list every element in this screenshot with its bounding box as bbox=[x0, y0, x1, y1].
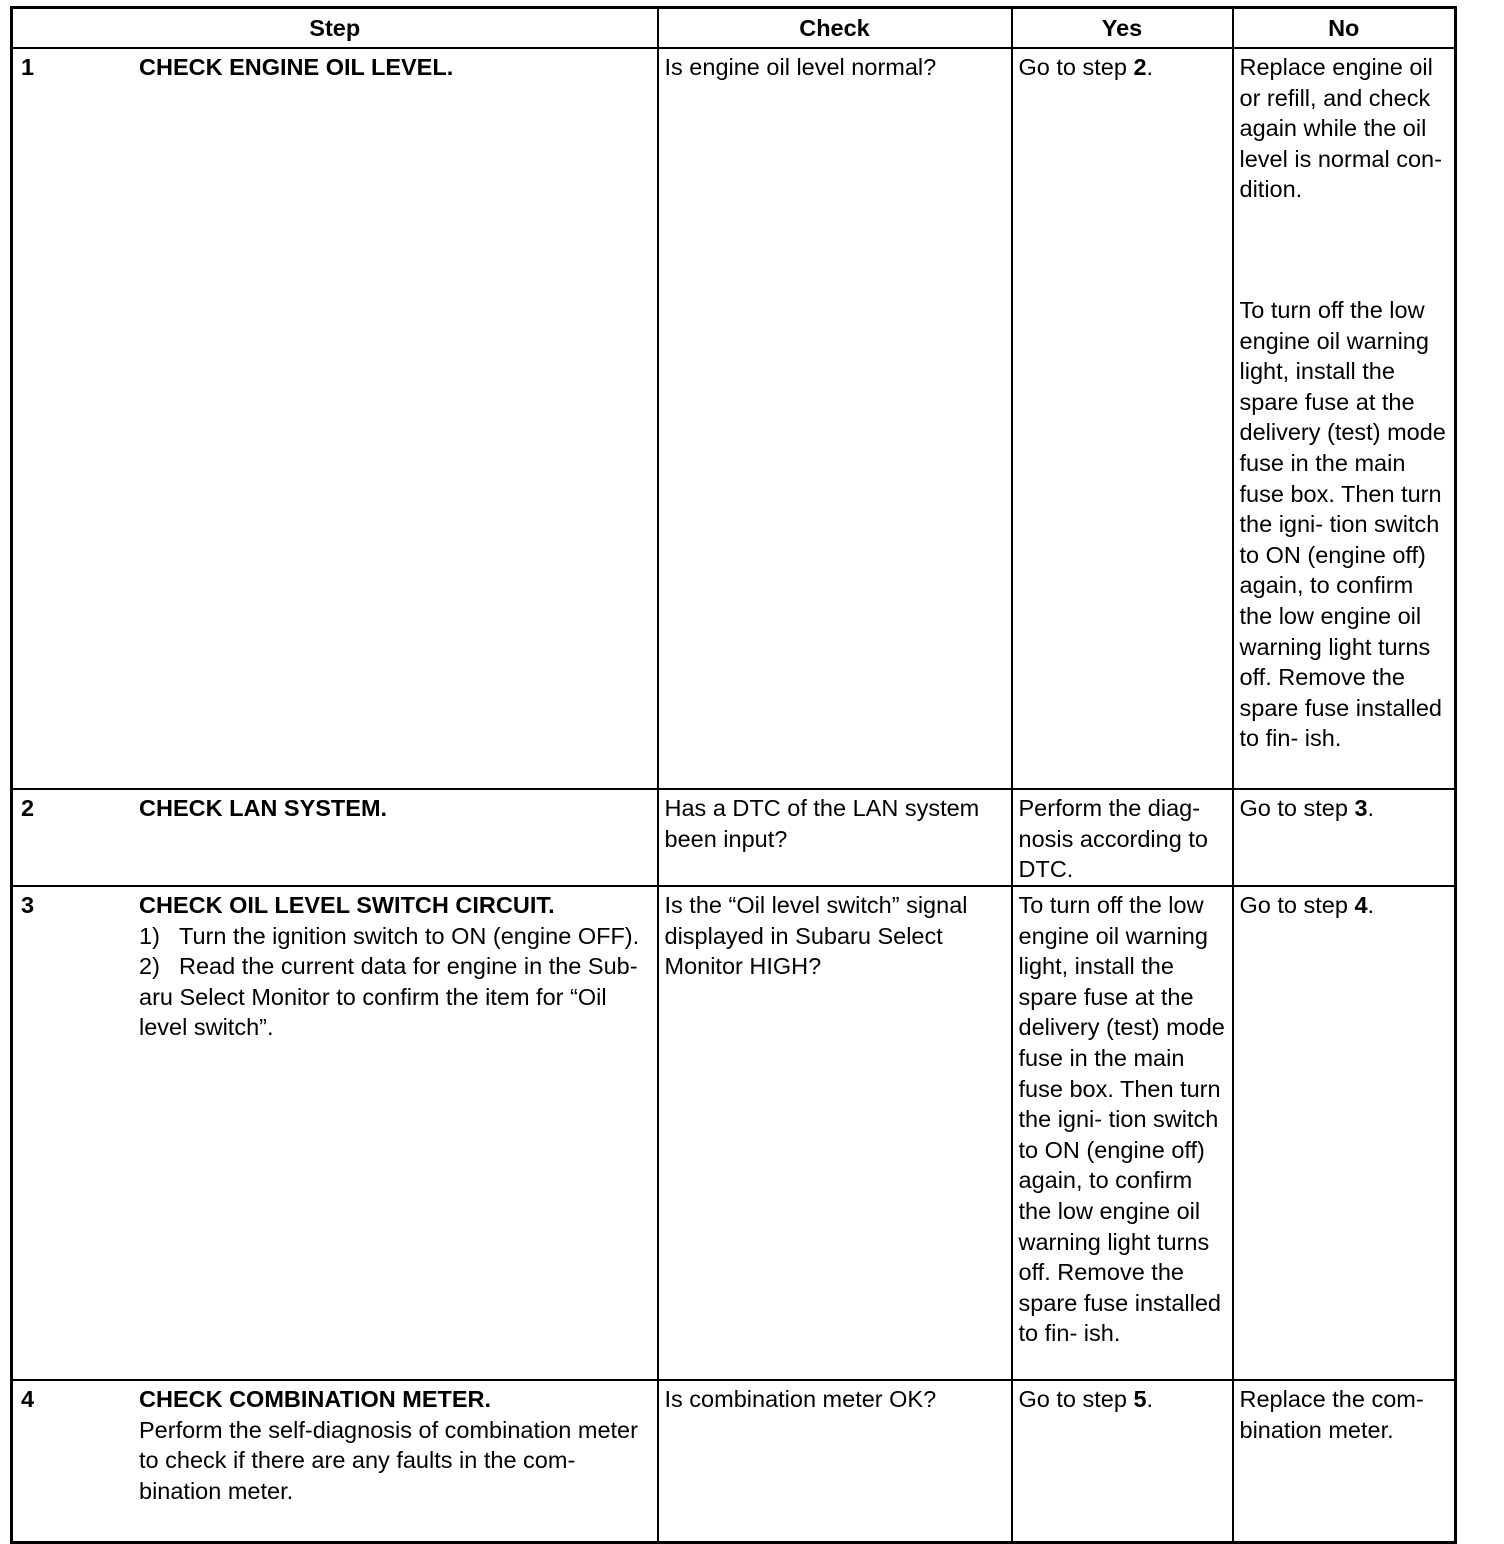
no-text: Replace engine oil or refill, and check again while the oil level is normal con- dition. bbox=[1239, 54, 1442, 203]
yes-cell: Go to step 2. bbox=[1012, 48, 1233, 789]
step-reference: 5 bbox=[1133, 1386, 1147, 1412]
step-cell bbox=[12, 789, 658, 886]
check-cell: Is engine oil level normal? bbox=[658, 48, 1012, 789]
check-cell: Is combination meter OK? bbox=[658, 1380, 1012, 1542]
header-no: No bbox=[1233, 8, 1456, 49]
table-row bbox=[12, 1380, 1456, 1542]
table-row bbox=[12, 48, 1456, 789]
diagnosis-table bbox=[10, 6, 1457, 1544]
procedure-item: 2) Read the current data for engine in the Sub- aru Select Monitor to confirm the item for “Oil level switch”. bbox=[139, 953, 638, 1041]
step-number: 2 bbox=[21, 795, 35, 821]
step-reference: 4 bbox=[1354, 892, 1368, 918]
step-reference: 2 bbox=[1133, 54, 1147, 80]
no-cell: Go to step 4. bbox=[1233, 886, 1456, 1380]
header-check: Check bbox=[658, 8, 1012, 49]
step-cell bbox=[12, 48, 658, 789]
table-row bbox=[12, 789, 1456, 886]
yes-cell: To turn off the low engine oil warning light, install the spare fuse at the delivery (test) mode fuse in the main fuse box. Then turn the igni- tion switch to ON (engine off) again, to confirm the low engine oil warning light turns off. Remove the spare fuse installed to fin- ish. bbox=[1012, 886, 1233, 1380]
step-number: 4 bbox=[21, 1386, 35, 1412]
step-number: 3 bbox=[21, 892, 35, 918]
step-cell bbox=[12, 886, 658, 1380]
step-reference: 3 bbox=[1354, 795, 1368, 821]
table-row bbox=[12, 886, 1456, 1380]
header-step: Step bbox=[12, 8, 658, 49]
table-header-row bbox=[12, 8, 1456, 49]
step-title: CHECK ENGINE OIL LEVEL. bbox=[139, 54, 454, 80]
step-title: CHECK OIL LEVEL SWITCH CIRCUIT. bbox=[139, 892, 555, 918]
no-cell: Go to step 3. bbox=[1233, 789, 1456, 886]
check-cell: Has a DTC of the LAN system been input? bbox=[658, 789, 1012, 886]
procedure-item: 1) Turn the ignition switch to ON (engine OFF). bbox=[139, 922, 640, 949]
yes-cell: Perform the diag- nosis according to DTC. bbox=[1012, 789, 1233, 886]
step-number: 1 bbox=[21, 54, 35, 80]
step-description: Perform the self-diagnosis of combination meter to check if there are any faults in the com- bination meter. bbox=[139, 1416, 638, 1504]
no-text: To turn off the low engine oil warning light, install the spare fuse at the delivery (test) mode fuse in the main fuse box. Then turn the igni- tion switch to ON (engine off) again, to confirm the low engine oil warning light turns off. Remove the spare fuse installed to fin- ish. bbox=[1239, 296, 1446, 752]
no-cell bbox=[1233, 48, 1456, 789]
step-cell bbox=[12, 1380, 658, 1542]
no-cell: Replace the com- bination meter. bbox=[1233, 1380, 1456, 1542]
step-title: CHECK LAN SYSTEM. bbox=[139, 795, 388, 821]
yes-cell: Go to step 5. bbox=[1012, 1380, 1233, 1542]
header-yes: Yes bbox=[1012, 8, 1233, 49]
step-title: CHECK COMBINATION METER. bbox=[139, 1386, 492, 1412]
check-cell: Is the “Oil level switch” signal displayed in Subaru Select Monitor HIGH? bbox=[658, 886, 1012, 1380]
